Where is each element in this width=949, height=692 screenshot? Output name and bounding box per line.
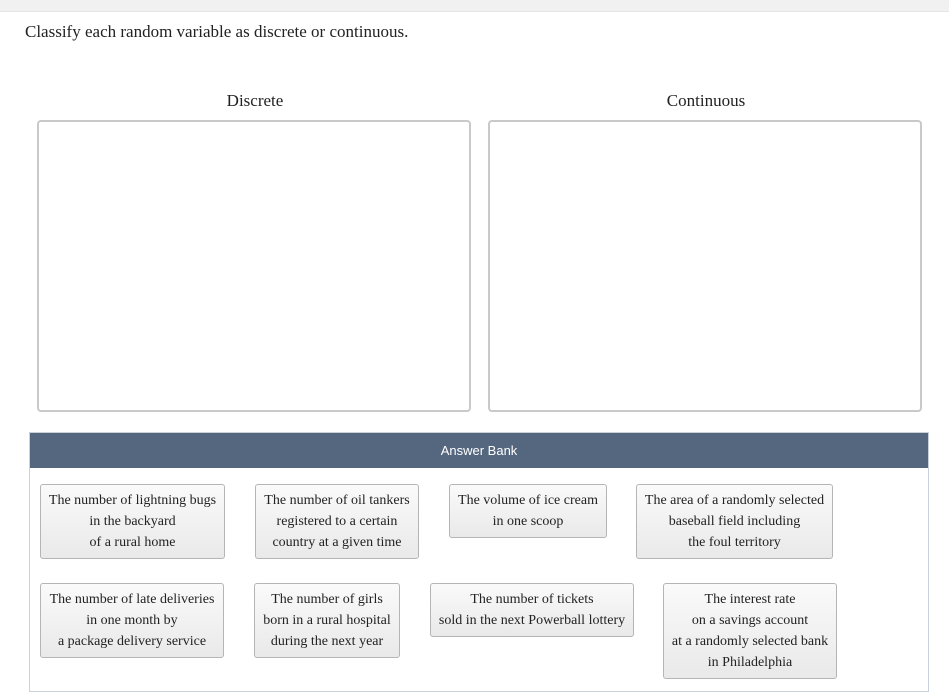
continuous-bin-title: Continuous [666,91,746,110]
answer-tile[interactable] [40,484,225,559]
answer-tile[interactable] [430,583,634,637]
tile-text-line: The number of lightning bugs [48,493,217,508]
tile-text-line: The interest rate [704,592,796,607]
tile-text-line: during the next year [270,634,384,649]
tile-text-line: at a randomly selected bank [671,634,829,649]
tile-text-line: on a savings account [691,613,809,628]
tile-text-line: The volume of ice cream [458,493,598,508]
tile-text-line: country at a given time [272,535,402,550]
question-prompt: Classify each random variable as discrete or continuous. [25,22,409,41]
tile-text-line: The number of oil tankers [264,493,410,508]
tile-text-line: in one scoop [492,514,564,529]
answer-tile[interactable] [40,583,224,658]
tile-text-line: The area of a randomly selected [644,493,825,508]
continuous-drop-zone[interactable] [488,120,922,412]
answer-tile[interactable] [255,484,419,559]
tile-text-line: baseball field including [668,514,801,529]
answer-tile[interactable] [663,583,837,679]
answer-tile[interactable] [254,583,400,658]
answer-bank-header: Answer Bank [30,433,928,468]
top-bar [0,0,949,12]
tile-text-line: in one month by [86,613,178,628]
answer-tile[interactable] [449,484,607,538]
tile-text-line: The number of girls [271,592,383,607]
discrete-drop-zone[interactable] [37,120,471,412]
tile-text-line: born in a rural hospital [263,613,391,628]
answer-tile[interactable] [636,484,833,559]
tile-text-line: the foul territory [688,535,781,550]
tile-text-line: in the backyard [89,514,176,529]
tile-text-line: a package delivery service [57,634,207,649]
discrete-bin-title: Discrete [226,91,284,110]
tile-text-line: registered to a certain [276,514,398,529]
tile-text-line: sold in the next Powerball lottery [438,613,626,628]
tile-text-line: of a rural home [89,535,176,550]
tile-text-line: The number of tickets [470,592,594,607]
tile-text-line: The number of late deliveries [49,592,215,607]
answer-bank [29,432,929,692]
tile-text-line: in Philadelphia [707,655,793,670]
